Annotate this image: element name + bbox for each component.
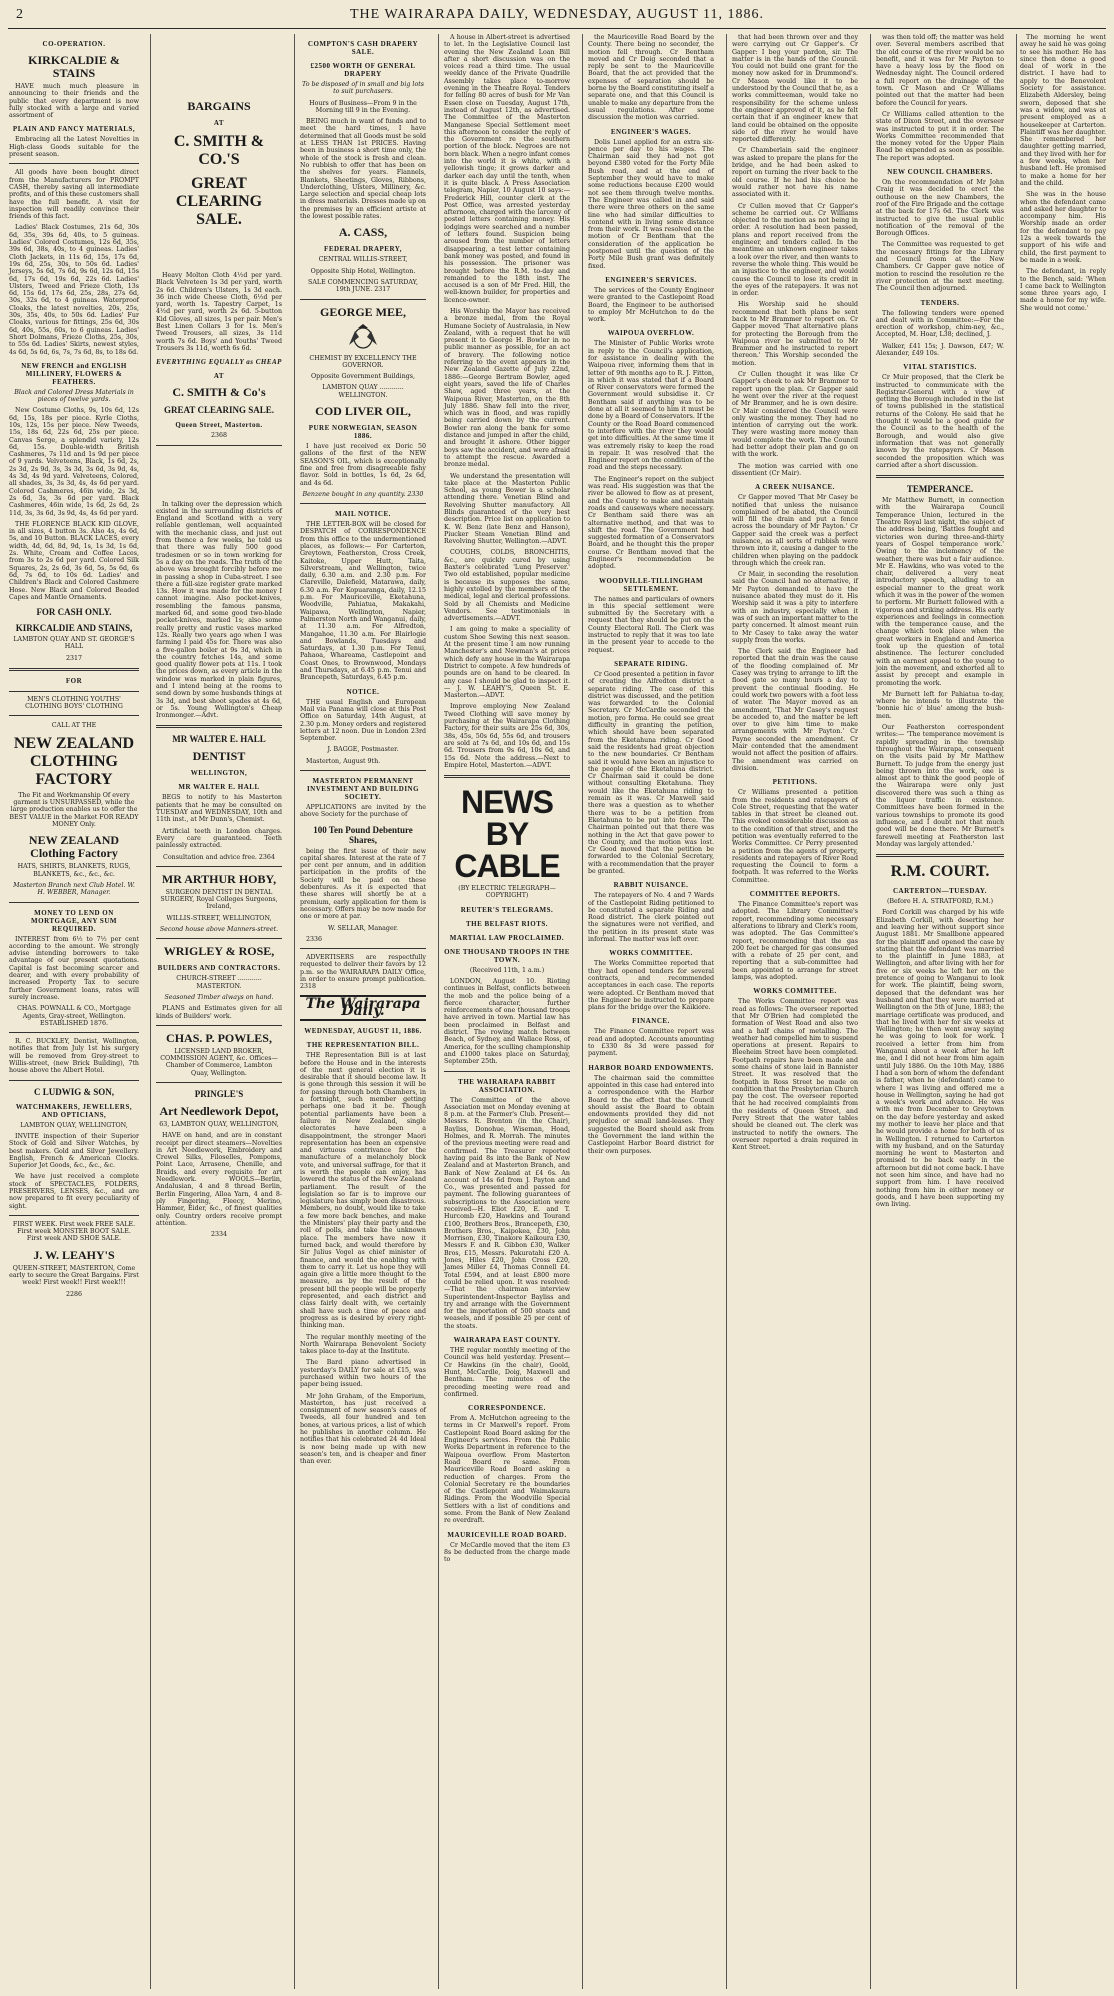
buckley-text: R. C. BUCKLEY, Dentist, Wellington, notifies that from July 1st his surgery will be removed from Grey-street to Willis-street, (new Brick Building), 7th house above the Albert Hotel. — [9, 1038, 139, 1075]
divider — [156, 725, 282, 728]
manager-text: W. SELLAR, Manager. — [327, 924, 399, 932]
cass-heading: A. CASS, — [338, 225, 388, 240]
ludwig-heading: C LUDWIG & SON, — [33, 1086, 114, 1097]
plain-fancy-heading: PLAIN AND FANCY MATERIALS, — [12, 125, 136, 134]
divider — [9, 902, 139, 903]
borough-body-7: Cr Gapper moved 'That Mr Casey be notified that unless the nuisance complained of be abated, the Council will fill the drain and put a fence across the boundary of Mr Payton.' Cr Gapper said the creek was a perfect nuisance, as all sorts of rubbish were thrown into it, causing a danger to the children when playing on the paddock through which the creek ran. — [732, 494, 858, 567]
woodville-heading: WOODVILLE-TILLINGHAM SETTLEMENT. — [598, 576, 704, 593]
borough-body-1: that had been thrown over and they were carrying out Cr Gapper's. Cr Gapper: I beg your pardon, sir. The matter is in the hands of the Council. You could not build one grant for the money now asked for in Drummond's. Cr Mason would like it to be understood by the Council that he, as a works committeeman, would take no responsibility for the scheme unless the engineer approved of it, as he felt certain that if an engineer knew that land could be obtained on the opposite side of the river he would have reported differently. — [732, 34, 858, 144]
benzene-text: Benzene bought in any quantity. 2330 — [302, 490, 424, 498]
ironmonger-text: In talking over the depression which existed in the surrounding districts of England and Scotland with a very reliable gentleman, well acquainted with the mechanic class, and just out from thence a few weeks, he told us that there was fully 500 good tradesmen or so in town working for 5s a day on the roads. The truth of the above was brought forcibly before me in passing a shop in Cuba-street. I see there a full-size register grate marked 13s. How it was made for the money I cannot imagine. Also pocket-knives, resembling the famous pansma, marked 6d, and some good two-blade pocket-knives, marked 1s; also some really pretty and rustic vases marked 12s. Really two years ago when I was farming I paid 45s for. There was also a five-gallon boiler at 9s 3d, which in the country fetches 14s, and some good quality flower pots at 11s. I took the prices down, as every article in the window was marked in plain figures, and I intend being at the rooms to send down by some husbands things at 3s 3d, and best shoot spades at 4s 6d, or 5s. Young Wellington's Cheap Ironmonger.—Advt. — [156, 500, 282, 720]
local-news-1: A house in Albert-street is advertised to let. In the Legislative Council last evening the New Zealand Loan Bill after a short discussion was on the voices read a third time. The usual weekly dance of the Private Quadrille Assembly takes place to-morrow evening in the Theatre Royal. Tenders for felling 80 acres of bush for Mr Van Essen close on Tuesday, August 17th, instead of August 12th, as advertised. The Committee of the Masterton Manganese Special Settlement meet this afternoon to consider the reply of the Government re the southern portion of the block. Negroes are not born black. When a negro infant comes into the world it is white, with a yellowish tinge; it grows darker and darker each day until the tenth, when it is quite black. A Press Association telegram, Napier, 10 August 10 says:—Frederick Hill, counter clerk at the Post Office, was arrested yesterday afternoon, charged with the larceny of posted letters containing money. His lodgings were searched and a number of letters found. Suspicion being aroused from the number of letters disappearing, a test letter containing bank money was posted, and found in his possession. The prisoner was brought before the R.M. to-day and remanded to the 18th inst. The accused is a son of Mr Fred. Hill, the well-known builder, for properties and licence-owner. — [444, 34, 570, 304]
kirkcaldie-heading: KIRKCALDIE & STAINS — [28, 53, 120, 80]
builders-heading: BUILDERS AND CONTRACTORS. — [157, 964, 281, 973]
kirkcaldie-intro: HAVE much much pleasure in announcing to their friends and the public that every department is now fully stocked with a large and varied assortment of — [9, 83, 139, 120]
money-heading: MONEY TO LEND ON MORTGAGE, ANY SUM REQUIRED. — [31, 908, 117, 933]
smith-prices: Heavy Molton Cloth 4½d per yard. Black Velveteen 1s 3d per yard, worth 2s 6d. Children's Ulsters, 1s 3d each. 36 inch wide Cheese Cloth, 6½d per yard, worth 1s. Tapestry Carpet, 1s 4½d per yard, worth 2s 6d. 5-button Kid Gloves, all sizes, 1s per pair. Men's Best Linen Collars 3 for 1s. Men's Tweed Trousers, all sizes, 3s 11d worth 7s 6d. Boys' and Youths' Tweed Trousers 3s 11d, worth 6s 6d. — [156, 272, 282, 352]
opp-govt-text: Opposite Government Buildings, — [310, 373, 416, 381]
second-house-text: Second house above Manners-street. — [159, 926, 279, 934]
hoby-heading: MR ARTHUR HOBY, — [161, 871, 277, 886]
court-cont-3: The defendant, in reply to the Bench, said: 'When I came back to Wellington some three years ago, I made a home for my wife. She would not come.' — [1020, 268, 1106, 312]
great-clearing-heading-2: GREAT CLEARING SALE. — [164, 405, 274, 416]
temperance-body-1: Mr Matthew Burnett, in connection with the Wairarapa Council Temperance Union, lectured in the Theatre Royal last night, the subject of the address being, 'Battles fought and victories won during three-and-thirty years of Gospel temperance work.' Owing to the inclemency of the weather, there was but a fair audience. Mr E. Hawkins, who was voted to the chair, delivered a very neat introductory speech, alluding to an especial manner to the great work which it was in the power of the women to perform. Mr Burnett followed with a vigorous and striking address. His early experiences and feelings in connection with the temperance cause, and the change which took place when the great workers in England and America took up the question of total abstinence. The lecturer concluded with an earnest appeal to the young to join the movement, and exhorted all to assist by precept and example in promoting the work. — [876, 497, 1004, 687]
pringle-heading: PRINGLE'S — [194, 1089, 244, 1099]
church-street: CHURCH-STREET ............ MASTERTON. — [176, 975, 262, 990]
ad-number: 2336 — [306, 935, 323, 943]
debentures-heading: 100 Ten Pound Debenture Shares, — [313, 824, 413, 845]
creek-heading: A CREEK NUISANCE. — [755, 483, 835, 492]
martial-heading: MARTIAL LAW PROCLAIMED. — [449, 933, 565, 942]
divider — [156, 866, 282, 867]
mauriceville-body: Cr McCardle moved that the item £3 8s be deducted from the charge made to — [444, 1541, 570, 1564]
costume-cloth-prices: New Costume Cloths, 9s, 10s 6d, 12s 6d, 15s, 18s per piece. Kyrle Cloths, 10s, 12s, 15s per piece. New Tweeds, 15s, 18s 6d, 22s 6d, 25s per piece. Canvas Serge, a splendid variety, 12s 6d, 15s. Double-width British Cashmeres, 7s 11d and 1s 9d per piece of 9 yards. Velveteens, Black, 1s 6d, 2s, 2s 3d, 2s 9d, 3s, 3s 3d, 3s 6d, 3s 9d, 4s, 4s 3d, 4s 9d yard. Velveteens, Colored, all shades, 3s, 3s 3d, 4s, 4s 6d per yard. Colored Cashmeres, 46in wide, 2s 3d, 2s 6d, 3s, 3s 6d per yard. Black Cashmeres, 46in wide, 1s 6d, 2s 6d, 2s 11d, 3s, 3s 6d, 3s 9d, 4s, 4s 6d per yard. — [9, 407, 139, 517]
masthead — [0, 0, 1114, 30]
george-mee-heading: GEORGE MEE, — [319, 304, 406, 319]
borough-body-11: The Finance Committee's report was adopted. The Library Committee's report, recommending some necessary alterations to library and Clerk's room, was adopted. The Gas Committee's report, recommending that the gas 200 feet be charged for gas consumed with a rebate of 25 per cent, and reporting that a sub-committee had been appointed to arrange for street lamps, was adopted. — [732, 901, 858, 982]
column-8 — [1016, 34, 1109, 1989]
engineer-wages-heading: ENGINEER'S WAGES. — [610, 127, 692, 136]
cod-body: I have just received ex Doric 50 gallons of the first of the NEW SEASON'S OIL, which is exceptionally fine and free from disagreeable fishy flavor. Sold in bottles, 1s 6d, 2s 6d, and 4s 6d. — [300, 443, 426, 487]
invite-text: INVITE inspection of their Superior Stock of Gold and Silver Watches, by best makers. Gold and Silver Jewellery. English, French & American Clocks. Superior Jet Goods, &c., &c., &c. — [9, 1132, 139, 1170]
borough-cont-6: Walker, £41 15s; J. Dawson, £47; W. Alexander, £49 10s. — [876, 342, 1004, 357]
reuter-heading: REUTER'S TELEGRAMS. — [460, 905, 554, 914]
divider — [156, 1082, 282, 1083]
wairarapa-daily-logo: The Wairarapa Daily. — [300, 995, 426, 1022]
correspondence-heading: CORRESPONDENCE. — [468, 1404, 546, 1413]
borough-body-4: His Worship said he should recommend that both plans be sent back to Mr Brammer to report on. Cr Gapper moved 'That alternative plans for protecting the Borough from the Waipoua river be submitted to Mr Brammer and he instructed to report thereon.' This Worship seconded the motion. — [732, 301, 858, 367]
divider — [300, 770, 426, 771]
interest-text: INTEREST from 6½ to 7½ per cent according to the amount. We strongly advise intending borrowers to take advantage of our present quotations. Capital is fast becoming scarcer and dearer, and with every probability of increased Property Tax to secure further Government loans, rates will surely increase. — [9, 935, 139, 1001]
webber-text: Masterton Branch next Club Hotel. W. H. WEBBER, Manager. — [13, 881, 135, 897]
county-body-6: The names and particulars of owners in this special settlement were submitted by the Secretary with a request that they should be put on the County Electoral Roll. The Clerk was instructed to reply that it was too late in the present year to accede to the request. — [588, 595, 714, 654]
benevolent-text: The regular monthly meeting of the North Wairarapa Benevolent Society takes place to-day at the Institute. — [300, 1333, 426, 1356]
local-news-4: COUGHS, COLDS, BRONCHITIS, &c., are quickly cured by using Baxter's celebrated 'Lung Preserver.' Two old established, popular medicine is because its supposes the same, highly extolled by the members of the medical, legal and clerical professions. Sold by all Chemists and Medicine Vendors. See testimonials in advertisements.—ADVT. — [444, 549, 570, 623]
temperance-heading: TEMPERANCE. — [906, 484, 974, 495]
needlework-address: 63, LAMBTON QUAY, WELLINGTON, — [159, 1121, 279, 1128]
coop-heading: CO-OPERATION. — [42, 40, 106, 48]
everything-text: EVERYTHING EQUALLY as CHEAP — [156, 358, 282, 367]
page-number: 2 — [16, 7, 24, 22]
ad-number: 2368 — [210, 432, 228, 440]
wellington-text: WELLINGTON, — [190, 769, 248, 778]
sale-text: SALE COMMENCING SATURDAY, 19th JUNE. 2317 — [308, 278, 418, 294]
column-6 — [726, 34, 863, 1989]
county-body-8: The ratepayers of No. 4 and 7 Wards of the Castlepoint Riding petitioned to be constituted a separate Riding and Road district. The clerk pointed out the signatures were not verified, and the petition in its present state was informal. The matter was left over. — [588, 892, 714, 944]
cod-liver-heading: COD LIVER OIL, — [315, 404, 411, 419]
cable-body: LONDON, August 10. Rioting continues in Belfast, conflicts between the mob and the police being of a fierce character, further reinforcements of one thousand troops have arrived in town. Martial law has been proclaimed in Belfast and district. The rowing match between Beach, of Sydney, and Wallace Ross, of America, for the sculling championship and £1000 takes place on Saturday, September 25th. — [444, 977, 570, 1066]
federal-heading: FEDERAL DRAPERY, — [324, 245, 402, 254]
central-text: CENTRAL WILLIS-STREET, — [318, 256, 408, 264]
borough-cont-1: was then told off; the matter was held over. Several members ascribed that the old course of the river would be no benefit, and it was for Mr Payton to have a heavy loss by the flood on Wednesday night. The Council ordered a full report on the drainage of the town. Cr Mason and Cr Williams pointed out that the matter had been before the Council for years. — [876, 34, 1004, 107]
bought-text: All goods have been bought direct from the Manufacturers for PROMPT CASH, thereby saving all intermediate profits, and of this these customers shall have the full benefit. A visit for inspection will readily convince their friends of this fact. — [9, 169, 140, 221]
court-cont-1: The morning he went away he said he was going to see his mother. He has since then done a good deal of work in the district. I have had to apply to the Benevolent Society for assistance. Elizabeth Aldersley, being sworn, deposed that she was a widow, and was at present employed as a housekeeper at Carterton. Plaintiff was her daughter. She remembered her daughter getting married, and they lived with her for a few weeks, when her husband left. He promised to make a home for her and the child. — [1020, 34, 1106, 187]
ladies-prices: Ladies' Black Costumes, 21s 6d, 30s 6d, 35s, 39s 6d, 40s, to 5 guineas. Ladies' Colored Costumes, 12s 6d, 35s, 39s 6d, 38s, 40s, to 4 guineas. Ladies' Cloth Jackets, in 11s 6d, 15s, 17s 6d, 19s 6d, 25s, 30s, to 50s 6d. Ladies' Jerseys, 5s 6d, 7s 6d, 9s 6d, 12s 6d, 15s 6d, 17s 6d, 19s 6d, 22s 6d. Ladies' Ulsters, Tweed and Frieze Cloth, 13s 6d, 15s 6d, 17s 6d, 25s, 28s, 27s 6d, 30s, 32s 6d, to 4 guineas. Waterproof Cloaks, the latest novelties, 20s, 25s, 30s, 35s, 40s, to 50s 6d. Ladies' Fur Cloaks, various for fittings, 25s 6d, 30s 6d, 40s, 55s, 60s, to 6 guineas. Ladies' Short Dolmans, Frieze Cloths, 25s, 30s, to 55s 6d. Ladies' Skirts, newest styles, 4s 6d, 5s 6d, 6s, 7s, 7s 6d, 8s, to 18s 6d. — [9, 224, 139, 356]
news-by-cable-heading: NEWS BY CABLE — [454, 784, 560, 885]
black-dress-text: Black and Colored Dress Materials in pieces of twelve yards. — [14, 388, 134, 404]
local-news-3: We understand the presentation will take place at the Masterton Public School, as young Bower is a scholar attending there. Venetian Blind and Revolving Shutter manufactory. All Blinds guaranteed of the very best description. Price list on application to K. W. Benz (late Benz and Hanson), Piucker Steam Venetian Blind and Revolving Shutter, Wellington.—ADVT. — [444, 472, 570, 546]
begs-text: BEGS to notify to his Masterton patients that he may be consulted on TUESDAY and WEDNESDAY, 10th and 11th inst., at Mr Dunn's, Chemist. — [156, 794, 282, 824]
borough-cont-2: Cr Williams called attention to the state of Dixon Street, and the overseer was instructed to put it in order. The Works Committee recommended that the money voted for the Upper Plain Road be expended as soon as possible. The report was adopted. — [876, 110, 1004, 162]
divider — [156, 938, 282, 939]
overflow-heading: WAIPOUA OVERFLOW. — [607, 329, 695, 338]
rabbit-nuisance-heading: RABBIT NUISANCE. — [613, 881, 689, 890]
lambton-text: LAMBTON QUAY, WELLINGTON, — [20, 1121, 128, 1129]
borough-body-10: Cr Williams presented a petition from the residents and ratepayers of Cole Street, requesting that the water tables in that street be cleaned out. This evoked considerable discussion as to the condition of that street, and the petition was eventually referred to the Works Committee. Cr Perry presented a petition from the agents of property, residents and ratepayers of River Road requesting the Council to form a footpath. It was referred to the Works Committee. — [732, 789, 858, 884]
county-body-3: The services of the County Engineer were granted to the Castlepoint Road Board, the Engineer to be authorised to employ Mr McHutchon to do the work. — [588, 286, 714, 324]
divider — [9, 1032, 139, 1033]
teeth-text: Artificial teeth in London charges. Every care guaranteed. Teeth painlessly extracted. — [156, 827, 282, 850]
works-committee-heading-2: WORKS COMMITTEE. — [753, 987, 837, 996]
divider — [9, 1080, 139, 1081]
borough-body-2: Cr Chamberlain said the engineer was asked to prepare the plans for the bridge, and he had been asked to report on turning the river back to the old course. If he had his choice he would rather not have his name associated with it. — [732, 147, 858, 199]
column-2 — [150, 34, 287, 1989]
borough-body-3: Cr Cullen moved that Cr Gapper's scheme be carried out. Cr Williams objected to the motion as not being in order. A resolution had been passed, plans and report received from the engineer, and tenders called. In the meantime an unknown engineer takes a look over the river, and then wants to reverse the whole thing. This would be an injustice to the engineer, and would cause the Council to lose its credit in the eyes of the ratepayers. It was not in order. — [732, 202, 858, 298]
hours-text: Hours of Business—From 9 in the Morning till 9 in the Evening. — [309, 99, 417, 114]
mail-body: THE LETTER-BOX will be closed for DESPATCH of CORRESPONDENCE from this office to the undermentioned places, as follows:— For Carterton, Greytown, Featherston, Cross Creek, Kaitoke, Upper Hutt, Taita, Silverstream, and Wellington, twice daily, 6.30 a.m. and 2.30 p.m. For Clareville, Dalefield, Matarawa, daily, 6.30 a.m. For Kopuaranga, daily, 12.15 p.m. For Mauriceville, Eketahuna, Woodville, Pahiatua, Makakahi, Waipawa, Wellington, Napier, Palmerston North and Wanganui, daily, at 11.30 a.m. For Alfredton, Mangahoe, 11.30 a.m. For Blairlogie and Bowlands, Tuesdays and Saturdays, at 1.30 p.m. For Tenui, Pahaoa, Whareama, Castlepoint and Coast Ones, to Brownwood, Mondays and Thursdays, at 6.45 p.m. Tenui and Brancepeth, Saturdays, 6.45 p.m. — [300, 521, 426, 682]
county-body-9: The Works Committee reported that they had opened tenders for several contracts, and recommended acceptances in each case. The reports were adopted. Cr Bentham moved that the Engineer be instructed to prepare plans for the bridge over the Kaikiore. — [588, 960, 714, 1012]
east-body: THE regular monthly meeting of the Council was held yesterday. Present—Cr Hawkins (in the chair), Goold, Hunt, McCardle, Doig, Maxwell and Bentham. The minutes of the preceding meeting were read and confirmed. — [444, 1347, 570, 1398]
for-heading: FOR — [65, 677, 83, 685]
column-5 — [582, 34, 719, 1989]
ad-number: 2286 — [65, 1290, 83, 1298]
at-text-2: AT — [213, 372, 225, 381]
rabbit-association-heading: THE WAIRARAPA RABBIT ASSOCIATION. — [458, 1077, 556, 1094]
rm-court-heading: R.M. COURT. — [890, 863, 990, 881]
chemist-text: CHEMIST BY EXCELLENCY THE GOVERNOR. — [309, 354, 417, 369]
petitions-heading: PETITIONS. — [772, 778, 818, 787]
cash-only-heading: FOR CASH ONLY. — [36, 607, 112, 618]
before-text: (Before H. A. STRATFORD, R.M.) — [886, 898, 994, 906]
leahy-heading: J. W. LEAHY'S — [33, 1247, 115, 1262]
needlework-body: HAVE on hand, and are in constant receipt per direct steamers—Novelties in Art Needlework, Embroidery and Crewel Silks, Filoselles, Pompoms, Point Lace, Arrasene, Chenille, and Braids, and every requisite for art Needlework. WOOLS—Berlin, Andalusian, 4 and 8 thread Berlin, Berlin Fingering, Alloa Yarn, 4 and 8-ply Fingering, Fleecy, Merino, Hammer, Eider, &c., of finest qualities only. Country orders receive prompt attention. — [156, 1132, 282, 1227]
fit-text: The Fit and Workmanship Of every garment is UNSURPASSED, while the large production enables us to offer the BEST VALUE in the Market FOR READY MONEY Only. — [9, 791, 139, 829]
opposite-text: Opposite Ship Hotel, Wellington. — [310, 267, 416, 275]
nz-clothing-heading: NEW ZEALAND CLOTHING FACTORY — [13, 734, 135, 788]
troops-heading: ONE THOUSAND TROOPS IN THE TOWN. — [444, 947, 570, 964]
dateline: WEDNESDAY, AUGUST 11, 1886. — [304, 1027, 422, 1036]
county-body-7: Cr Good presented a petition in favor of creating the Alfredton district a separate riding. The case of this district was discussed, and the petition was forwarded to the Colonial Secretary. Cr McCardle seconded the motion, pro forma. He could see great difficulty in granting the petition, which should have been separated from the Eketahuna riding. Cr Good said the residents had great objection to the new boundaries. Cr Bentham said it would have been an injustice to the people of the Eketahuna district. Cr Chairman said it could be done without consulting Eketahuna. They would like the Eketahuna riding to remain as it was. Cr Maxwell said there was a question as to whether there was to be a petition from Eketahuna to be put into force. The Chairman pointed out that there was nothing in the Act that gave power to the County, and the motion was lost. Cr Good moved that the petition be forwarded to the Colonial Secretary, with a recommendation that the prayer be granted. — [588, 670, 714, 875]
county-body-4: The Minister of Public Works wrote in reply to the Council's application, for assistance in dealing with the Waipoua river, informing them that in letter of 9th months ago to R. J. Fitton, in which it was stated that if a Board of River conservators were formed the Government would subsidise it. Cr Bentham said if anything was to be done at all it seemed to him it must be done by a Board of Conservators. If the County or the Road Board commenced to interfere with the river they would get into difficulties. At the same time it was extremely risky to keep the road in repair. It was resolved that the Engineer report on the condition of the road and the steps necessary. — [588, 340, 714, 472]
borough-cont-7: Cr Muir proposed, that the Clerk be instructed to communicate with the Registrar-General with a view of getting the Borough included in the list of towns published in the statistical returns of the Colony. He said that he thought it would be a good guide for the Council as to the health of the Borough, and would also give information that was not generally known by the ratepayers. Cr Mason seconded the proposition which was carried after a short discussion. — [876, 374, 1004, 469]
call-text: CALL AT THE — [51, 721, 97, 729]
court-cont-2: She was in the house when the defendant came and asked her daughter to accompany him. His Worship made an order for the defendant to pay 12s a week towards the support of his wife and child, the first payment to be made in a week. — [1020, 191, 1106, 264]
committee-reports-heading: COMMITTEE REPORTS. — [749, 890, 841, 899]
french-heading: NEW FRENCH and ENGLISH MILLINERY, FLOWERS & FEATHERS. — [21, 361, 127, 386]
column-7 — [870, 34, 1009, 1989]
harbour-heading: HARBOR BOARD ENDOWMENTS. — [588, 1063, 714, 1072]
pownall-text: CHAS. POWNALL & CO., Mortgage Agents, Gray-street, Wellington. ESTABLISHED 1876. — [17, 1005, 131, 1027]
applications-body: being the first issue of their new capital shares. Interest at the rate of 7 per cent per annum, and in addition participation in the profits of the Society will be paid on these debentures. As it is expected that these shares will shortly be at a premium, early application for them is necessary. Offers may be now made for one or more at par. — [300, 847, 426, 921]
graham-text: Mr John Graham, of the Emporium, Masterton, has just received a consignment of new season's cases of Tweeds, all four hundred and ten bones, at various prices, a list of which he publishes in another column. He notifies that his celebrated 24 4d Ideal is now being made up with new season's ten, and is cheaper and finer than ever. — [300, 1392, 426, 1466]
watchmakers-heading: WATCHMAKERS, JEWELLERS, AND OPTICIANS, — [15, 1102, 133, 1119]
notice-heading: NOTICE. — [346, 687, 380, 696]
walter-heading: MR WALTER E. HALL — [172, 734, 266, 745]
belfast-heading: THE BELFAST RIOTS. — [465, 919, 549, 928]
notice-body: THE usual English and European Mail via Panama will close at this Post Office on Saturday, 14th August, at 2.30 p.m. Money orders and registered letters at 12 noon. Due in London 23rd September. — [300, 698, 426, 743]
divider — [300, 503, 426, 504]
works-committee-heading: WORKS COMMITTEE. — [609, 949, 693, 958]
tenders-heading: TENDERS. — [920, 298, 960, 307]
needlework-heading: Art Needlework Depot, — [159, 1104, 279, 1118]
county-body-2: Dolis Lunel applied for an extra six-pence per day to his wages. The Chairman said they had not got beyond £380 voted for the Forty Mile Bush road, and at the end of September they would have to make some reductions because £200 would not see them through twelve months. The Engineer was called in and said there were three others on the same line who had similar difficulties to contend with in living some distance from their work. It was resolved on the motion of Cr Bentham that the consideration of the application be postponed until the question of the Forty Mile Bush grant was definitely fixed. — [588, 138, 714, 270]
finance-heading: FINANCE. — [632, 1017, 670, 1026]
temperance-body-2: Mr Burnett left for Pahiatua to-day, where he intends to illustrate the 'bonnie hic o' blue' among the bush-men. — [876, 690, 1004, 720]
pure-heading: PURE NORWEGIAN, SEASON 1886. — [308, 424, 418, 441]
advertisers-text: ADVERTISERS are respectfully requested to deliver their favors by 12 p.m. so the WAIRARAPA DAILY Office, in order to ensure prompt publication. 2318 — [300, 954, 426, 991]
spectacles-text: We have just received a complete stock of SPECTACLES, FOLDERS, PRESERVERS, LENSES, &c., and are now prepared to fit every peculiarity of sight. — [9, 1173, 139, 1210]
wrigley-heading: WRIGLEY & ROSE, — [163, 944, 275, 959]
borough-cont-3: On the recommendation of Mr John Craig it was decided to erect the outhouse on the new Chambers, the roof of the Fire Brigade and the cottage at the back for 17s 6d. The Clerk was instructed to give the usual public notification of the removal of the Borough Offices. — [876, 179, 1004, 238]
piano-text: The Bard piano advertised in yesterday's DAILY for sale at £15, was purchased within two hours of the paper being issued. — [300, 1359, 426, 1389]
masterton-date: Masterton, August 9th. — [306, 757, 381, 765]
consult-text: Consultation and advice free. 2364 — [163, 853, 275, 861]
permanent-heading: MASTERTON PERMANENT INVESTMENT AND BUILDING SOCIETY. — [306, 777, 420, 801]
ad-number: 2334 — [210, 1231, 228, 1239]
lambton-text: LAMBTON QUAY ............ WELLINGTON. — [322, 384, 404, 399]
column-1 — [6, 34, 142, 1989]
divider — [444, 1071, 570, 1072]
divider — [9, 668, 139, 671]
mauriceville-heading: MAURICEVILLE ROAD BOARD. — [447, 1530, 567, 1539]
county-body-11: The chairman said the committee appointed in this case had entered into a correspondence with the Harbor Board to the effect that the Council should assist the Board to obtain endowments provided they did not prejudice or small land-leases. They suggested the Board should ask from the Government the land within the Castlepoint Harbor Board district for their own purposes. — [588, 1074, 714, 1155]
bagge-text: J. BAGGE, Postmaster. — [327, 746, 399, 754]
clothing-box: MEN'S CLOTHING YOUTHS' CLOTHING BOYS' CLOTHING — [9, 691, 139, 716]
borough-body-5: Cr Cullen thought it was like Cr Gapper's cheek to ask Mr Brammer to report upon the plan. Cr Gapper said he went over the river at the request of Mr Brammer, and he is own desire. Cr Mair considered the Council were only wasting the money. They had no intention of carrying out the work. They were wasting more money than would complete the work. The Council had better adopt their plan and go on with the work. — [732, 371, 858, 459]
east-county-heading: WAIRARAPA EAST COUNTY. — [453, 1336, 561, 1345]
surgeon-text: SURGEON DENTIST IN DENTAL SURGERY, Royal Colleges Surgeons, Ireland, — [160, 888, 278, 911]
royal-crest-icon — [343, 323, 383, 351]
florence-text: THE FLORENCE BLACK KID GLOVE, in all sizes, 4 button 3s. Also 4s, 4s 6d, 5s, and 10 Button. BLACK LACES, every width, 4d, 6d, 8d, 9d, 1s, 1s 3d, 1s 6d, 2s. White, Cream and Coffee Laces, from 3s to 2s 6d per yard. Colored Silk Squares, 2s, 2s 6d, 3s 6d, 5s, 5s 6d, 6s 6d, 7s 6d, to 10s 6d. Ladies' and Children's Black and Colored Cashmere Hose. New Black and Colored Beaded Capes and Mantle Ornaments. — [9, 520, 139, 601]
kirkcaldie-address: LAMBTON QUAY AND ST. GEORGE'S HALL — [13, 636, 135, 651]
bargains-heading: BARGAINS — [187, 99, 251, 113]
divider — [300, 948, 426, 949]
hats-text: HATS, SHIRTS, BLANKETS, RUGS, BLANKETS, &c., &c., &c. — [17, 863, 131, 878]
correspondence-body: From A. McHutchon agreeing to the terms in Cr Maxwell's report. From Castlepoint Road Board asking for the Engineer's services. From the Public Works Department in reference to the Waipoua overflow. From Masterton Road Board re same. From Mauriceville Road Board asking a reduction of charges. From the Colonial Secretary re the boundaries of the Castlepoint and Waimakaura Ridings. From the Woodville Special Settlers with a list of conditions and some. From the Bank of New Zealand re overdraft. — [444, 1415, 570, 1525]
smith-heading-2: C. SMITH & Co's — [172, 385, 266, 400]
great-clearing-heading: GREAT CLEARING SALE. — [175, 175, 263, 228]
seasoned-text: Seasoned Timber always on hand. — [164, 993, 274, 1001]
local-news-2: His Worship the Mayor has received a bronze medal, from the Royal Humane Society of Australasia, in New Zealand, with a request that he will present it to George H. Bowler in no public manner as possible, for an act of bravery. The following notice referring to the event appears in the New Zealand Gazette of July 22nd, 1886:—George Bertram Bowler, aged eight years, saved the life of Charles Shaw, aged three years, at the Waipoua River, Masterton, on the 8th July 1886. Shaw fell into the river, which was in flood, and was rapidly being carried down by the current. Bowler ran along the bank for some distance and jumped in after the child, and brought it ashore. Other bigger boys saw the accident, and were afraid to attempt the rescue. Awarded a bronze medal. — [444, 307, 570, 469]
cable-subheading: (BY ELECTRIC TELEGRAPH—COPYRIGHT) — [458, 885, 556, 900]
queen-street: Queen Street, Masterton. — [175, 421, 263, 430]
county-body-10: The Finance Committee report was read and adopted. Accounts amounting to £330 8s 3d were passed for payment. — [588, 1028, 714, 1058]
borough-body-6: The motion was carried with one dissentient (Cr Mair). — [732, 462, 858, 477]
vital-statistics-heading: VITAL STATISTICS. — [903, 363, 977, 372]
borough-body-12: The Works Committee report was read as follows: The overseer reported that Mr O'Brien had completed the formation of West Road and also two and a half chains of metalling. The weather had compelled him to suspend operations at present. Repairs to Bleeheim Street have been completed. Footpath repairs have been made and some chains of stone laid in Bannister Street. It was resolved that the footpath in Ross Street be made on condition that the Presbyterian Church pay the cost. The overseer reported that he had received complaints from the residents of Queen Street, and Perry Street that the water tables should be cleaned out. The clerk was instructed to notify the owners. The overseer reported a drain required in Kent Street. — [732, 998, 858, 1152]
plans-text: PLANS and Estimates given for all kinds of Builders' work. — [156, 1005, 282, 1020]
local-news-6: Improve employing New Zealand Tweed Clothing will save money by purchasing at the Wairarapa Clothing Factory, for their suits are 25s 6d, 30s, 38s, 45s, 50s 6d, 55s 6d, and trousers are sold at 7s 6d, and 10s 6d, and 15s 6d. Trousers from 9s 6d, 10s 6d, and 15s 6d. Note the address.—Next to Empire Hotel, Masterton.—ADVT. — [444, 703, 570, 769]
new-chambers-heading: NEW COUNCIL CHAMBERS. — [887, 168, 993, 177]
divider — [876, 854, 1004, 857]
compton-heading: COMPTON'S CASH DRAPERY SALE. — [307, 40, 419, 56]
hall-subheading: MR WALTER E. HALL — [178, 783, 260, 792]
engineer-services-heading: ENGINEER'S SERVICES. — [605, 275, 697, 284]
column-3 — [294, 34, 431, 1989]
divider — [9, 1215, 139, 1216]
separate-riding-heading: SEPARATE RIDING. — [614, 659, 688, 668]
divider — [156, 445, 282, 446]
smith-heading: C. SMITH & CO.'S — [173, 133, 265, 168]
compton-body: BEING much in want of funds and to meet the hard times, I have determined that all Goods must be sold at LESS THAN 1st PRICES. Having been in business a short time only, the whole of the stock is fresh and clean. No rubbish to offer that has been on the shelves for years. Flannels, Blankets, Sheetings, Gloves, Ribbons, Underclothing, Ulsters, Millinery, &c. Large selection and special cheap lots in dress materials. Dresses made up on the premises by an efficient artiste at the lowest possible rates. — [300, 118, 426, 221]
representation-body: THE Representation Bill is at last before the House and in the interests of the next general election it is desirable that it should become law. It is gone through this session it will be for passing through both Chambers, in a fortnight, such member getting perhaps one bad it be. Though potential parliaments have been a failure in New Zealand, single electorates have been a disappointment, the stronger Maori representation has been an expensive and virtuous contrivance for the manufacture of a melancholy block vote, and universal suffrage, for that it is worth the people can enjoy, has lowered the status of the New Zealand parliament. The result of the legislation so far is to improve our legislature has simply been disastrous. Members, no doubt, would like to take a few more back benches, and make the Ministers' play their party and the roll of polls, and take the unknown place. The members have now it turned back, and would therefore by Sir Julius Vogel as chief minister of finance, and would the enabling with them to carry it. Let us hope they will again give a little more thought to the measure, as by the result of the present bill the people will be properly represented, and each district and class fairly dealt with, we certainly shall have such a time of peace and progress as is desired by every right-thinking man. — [300, 1052, 426, 1330]
leahy-address: QUEEN-STREET, MASTERTON, Come early to secure the Great Bargains. First week! First week!! First week!!! — [9, 1264, 139, 1287]
masthead-title: THE WAIRARAPA DAILY, WEDNESDAY, AUGUST 11, 1886. — [349, 7, 765, 22]
mail-heading: MAIL NOTICE. — [335, 510, 391, 519]
borough-cont-5: The following tenders were opened and dealt with in Committee:—For the erection of workshop, chim-ney, &c., Accepted, M. Hoar, L38; declined, J. — [876, 309, 1004, 339]
divider — [876, 475, 1004, 478]
at-text: AT — [213, 119, 225, 127]
borough-body-8: Cr Mair, in seconding the resolution said the Council had no alternative, if Mr Payton demanded to have the nuisance abated they must do it. His Worship said it was a pity to interfere with an industry, especially when it was of such an important matter to the party concerned. It almost meant ruin to Mr Casey to take away the water supply from the works. — [732, 571, 858, 644]
dentist-heading: DENTIST — [192, 749, 246, 764]
applications-text: APPLICATIONS are invited by the above Society for the purchase of — [300, 804, 426, 819]
carterton-heading: CARTERTON—TUESDAY. — [892, 887, 988, 896]
temperance-body-3: Our Featherston correspondent writes:— 'The temperance movement is rapidly spreading in the township throughout the Wairarapa, consequent on the visits paid by Mr Matthew Burnett. To judge from the energy just being thrown into the work, one is almost apt to think the good people of the Wairarapa were only just discovered there was such a thing as the liquor traffic in existence. Committees have been formed in the various townships to promote its good influence, and I doubt not that much good will be done there. Mr Burnett's farewell meeting at Featherston last Monday was largely attended.' — [876, 724, 1004, 848]
local-news-5: I am going to make a speciality of custom Shoe Sewing this next season. At the present time I am now running Manchester's and Newman's at prices which defy any house in the Wairarapa District to compete. A few hundreds of pounds are on hand to be cleared. In any case I should be glad to inspect it. — J. W. LEAHY'S, Queen St. E. Masterton.—ADVT. — [444, 626, 570, 700]
borough-cont-4: The Committee was requested to get the necessary fittings for the Library and Council room at the New Chambers. Cr Gapper gave notice of motion to rescind the resolution re the river protection at the next meeting. The Council then adjourned. — [876, 241, 1004, 293]
borough-body-9: The Clerk said the Engineer had reported that the drain was the cause of the flooding complained of. Mr Casey was trying to arrange to lift the flood gate so many hours a day to prevent the continual flooding. He could work two powers with a foot less of water. The Mayor moved as an amendment, 'That Mr Casey's request be acceded to, and the matter be left over to give him time to make arrangements with Mr Payton.' Cr Payne seconded the amendment. Cr Mair contended that the amendment would not affect the position of affairs. The amendment was carried on division. — [732, 648, 858, 772]
column-4 — [438, 34, 575, 1989]
worth-heading: £2500 WORTH OF GENERAL DRAPERY — [310, 62, 416, 78]
court-body: Ford Corkill was charged by his wife Elizabeth Corkill, with deserting her and leaving her without support since August 1881. Mr Smallbone appeared for the plaintiff and opened the case by stating that the defendant was married to the plaintiff in June 1883, at Wellington, and after living with her for five or six weeks he left her on the pretence of going to Wanganui to look for work. The plaintiff, being sworn, deposed that the defendant was her husband and that they were married at Wellington on the 5th of June, 1883; the marriage certificate was produced, and that he lived with her for six weeks at Wellington; he then went away saying he was going to look for work. I received a letter from him from Wanganui about a week after he left me, and I did not hear from him again until July 1886. On the 10th May, 1886 I had a son born of whom the defendant is father, when he (defendant) came to where I was living and offered me a house in Wellington, saying he had got a week's work and advance. He was with me from December to Greytown on the day before yesterday and asked my mother to leave her place and that he would provide a home for both of us in Wellington. I returned to Carterton with my husband, and on the Saturday morning he went to Masterton and promised to be back early in the afternoon but did not come back. I have not seen him since, and have had no support from him. I have received nothing from him in either money or goods, and I have been supporting my own living. — [876, 909, 1004, 1209]
first-week-text: FIRST WEEK. First week FREE SALE. First week MONSTER BOOT SALE. First week AND SHOE SALE. — [12, 1220, 136, 1243]
ad-number: 2317 — [65, 654, 83, 662]
divider — [300, 299, 426, 300]
received-text: (Received 11th, 1 a.m.) — [469, 966, 545, 974]
embracing-text: Embracing all the Latest Novelties in High-class Goods suitable for the present season. — [9, 136, 139, 159]
county-body-1: the Mauriceville Road Board by the County. There being no seconder, the motion fell through. Cr Bentham moved and Cr Doig seconded that a reply be sent to the Mauriceville Board, that the act provided that the expenses of separation should be borne by the Board constituting itself a separate one, and that this Council is unable to make any departure from the usual regulations. After some discussion the motion was carried. — [588, 34, 714, 122]
county-body-5: The Engineer's report on the subject was read. His suggestion was that the river be allowed to flow as at present, and the County to make and maintain roads and causeways where necessary. Cr Bentham said there was an alternative method, and that was to shift the road. The Government had suggested formation of a Conservators Board, and he thought this the proper course. Cr Bentham moved that the Engineer's recommendation be adopted. — [588, 475, 714, 571]
disposed-text: To be disposed of in small and big lots to suit purchasers. — [301, 81, 425, 96]
powles-heading: CHAS. P. POWLES, — [166, 1030, 272, 1045]
divider — [9, 163, 139, 164]
willis-text: WILLIS-STREET, WELLINGTON, — [166, 914, 272, 922]
divider — [444, 775, 570, 778]
nz-clothing-heading-2: NEW ZEALAND Clothing Factory — [28, 833, 120, 861]
divider — [156, 1025, 282, 1026]
masthead-rule — [8, 28, 1106, 29]
rabbit-body: The Committee of the above Association met on Monday evening at 8 p.m. at the Farmer's Club. Present—Messrs. R. Brenton (in the Chair), Bayliss, Donohue, Wiseman, Hoad, Holmes, and R. Morrah. The minutes of the previous meeting were read and confirmed. The Treasurer reported having paid 8s into the Bank of New Zealand and at Masterton Branch, and Bank of New Zealand at £4 6s. An account of 14s 6d from J. Payton and Co., was presented and passed for payment. The following guarantees of subscriptions to the Association were received—H. Eliot £20, E. and T. Hurcomb £20, Hawkins and Tourand £100, Brothers Bros., Brancepeth, £30, Brothers Bros., Kaipokea, £30, John Morrison, £30, Tinakore Kaikoura £30, Messrs F. and R. Gibbon £30, Walker Bros, £15, Messrs. Pakuratahi £20 A. Jones, Hiles £20, John Cross £20, James Miller £4, Thomas Connell £4. Total £594, and at least £800 more could be relied upon. It was resolved:—That the chairman interview Superintendent-Inspector Bayliss and try and arrange with the Government for the importation of 500 stoats and weasels, and if possible 25 per cent of the stoats. — [444, 1096, 570, 1330]
powles-subtext: LICENSED LAND BROKER, COMMISSION AGENT, &c. Offices—Chamber of Commerce, Lambton Quay, Wellington. — [160, 1047, 278, 1077]
representation-heading: THE REPRESENTATION BILL. — [306, 1041, 420, 1050]
kirkcaldie-heading-2: KIRKCALDIE AND STAINS, — [15, 623, 133, 634]
